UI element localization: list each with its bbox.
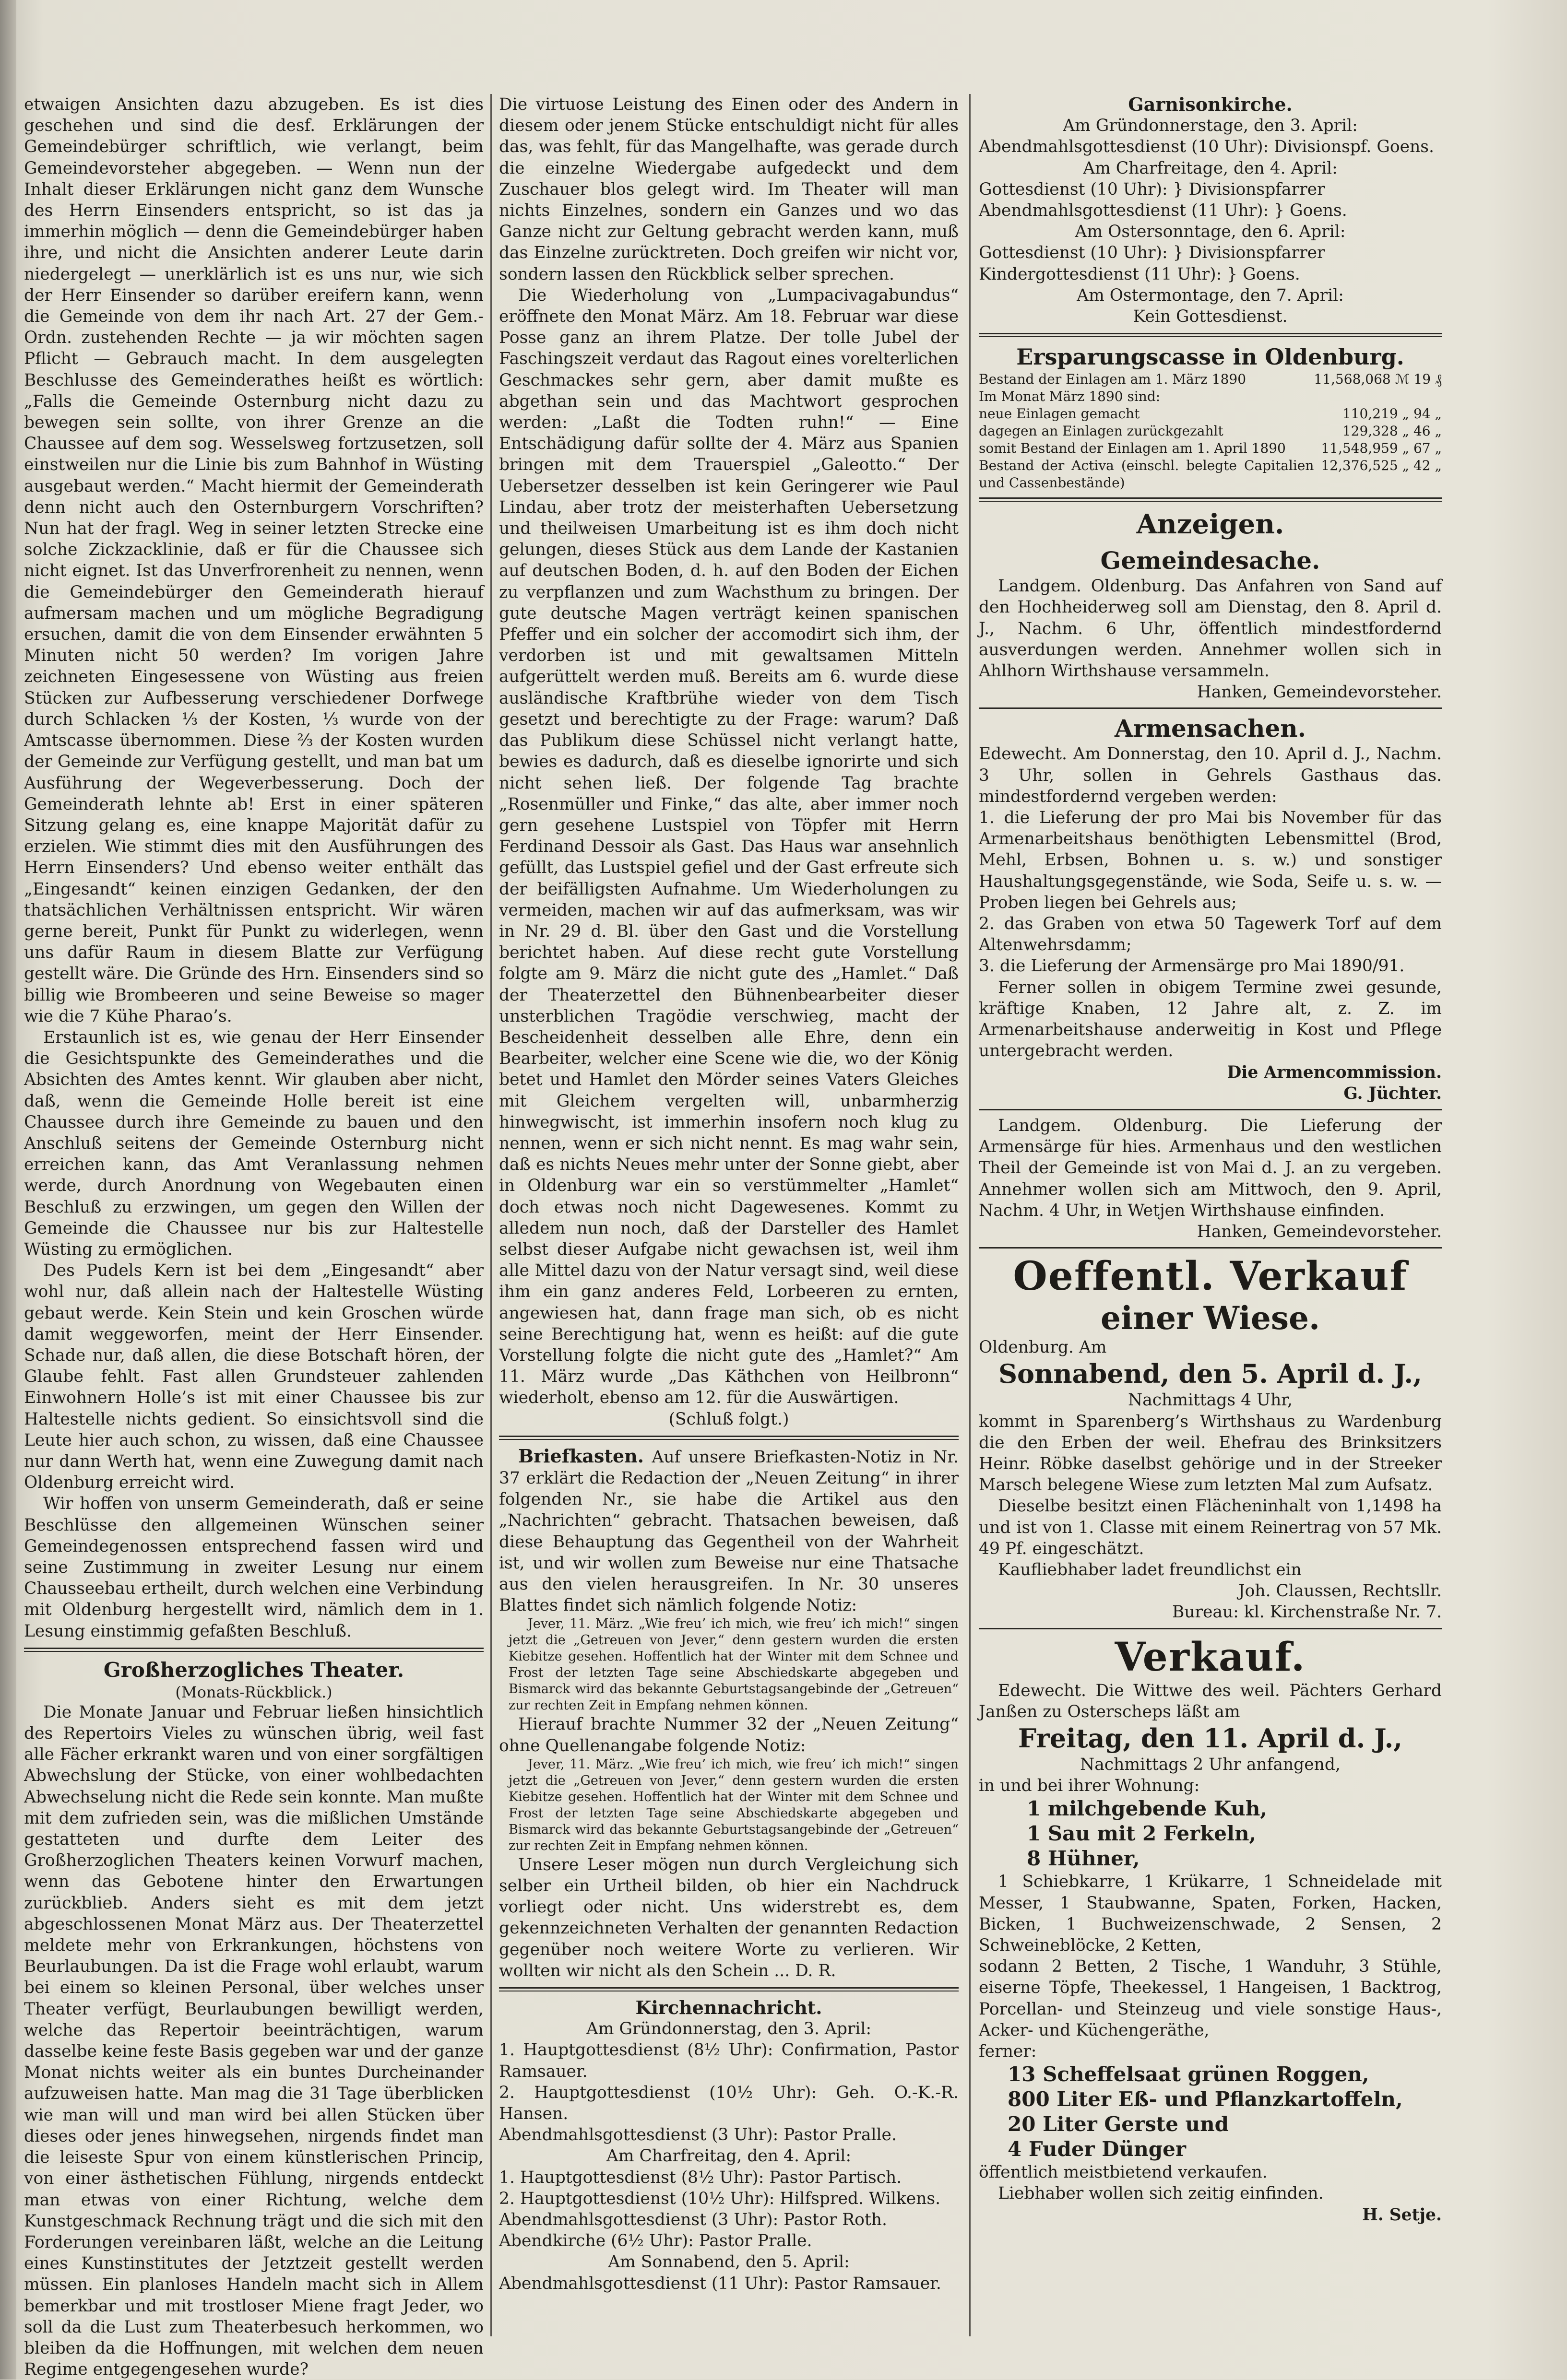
landgem-text: Landgem. Oldenburg. Die Lieferung der Armensärge für hies. Armenhaus und den westlichen Theil der Gemeinde ist von Mai d. J. an zu vergeben. Annehmer wollen sich am Mittwoch, den 9. April, Nachm. 4 Uhr, in Wetjen Wirthshause einfinden.: [979, 1116, 1442, 1220]
cassa-value: 129,328 „ 46 „: [1342, 423, 1442, 439]
cassa-value: 12,376,525 „ 42 „: [1321, 458, 1442, 474]
cassa-value: 11,568,068 ℳ 19 ₰: [1314, 371, 1442, 388]
theater-subheading: (Monats-Rückblick.): [175, 1683, 332, 1701]
oeff-time: Nachmittags 4 Uhr,: [1128, 1390, 1293, 1410]
ersparungscasse-heading: Ersparungscasse in Oldenburg.: [1016, 344, 1404, 370]
previous-page-edge: [0, 0, 16, 2380]
briefkasten-quote-2: Jever, 11. März. „Wie freu’ ich mich, wie freu’ ich mich!“ singen jetzt die „Getreuen von Jever,“ denn gestern wurden die ersten Kiebitze gesehen. Hoffentlich hat der Winter mit dem Schnee und Frost der letzten Tage seine Abschiedskarte abgegeben und Bismarck wird das bekannte Geburtstagsangebinde der „Getreuen“ zur rechten Zeit in Empfang nehmen können.: [509, 1756, 959, 1853]
column-3: [979, 94, 1442, 2336]
section-divider: [499, 1436, 959, 1440]
verkauf-item: 1 milchgebende Kuh,: [1027, 1797, 1268, 1821]
kirch-line: Am Charfreitag, den 4. April:: [606, 2146, 852, 2166]
section-divider: [979, 1247, 1442, 1249]
oeff-date: Sonnabend, den 5. April d. J.,: [998, 1358, 1422, 1390]
kirch-line: Abendmahlsgottesdienst (11 Uhr): Pastor Ramsauer.: [499, 2274, 941, 2293]
garn-line: Am Gründonnerstage, den 3. April:: [1063, 116, 1358, 136]
briefkasten-heading: Briefkasten.: [518, 1445, 644, 1467]
armensachen-signature: Die Armencommission.: [1227, 1062, 1442, 1082]
oeff-text-3: Kaufliebhaber ladet freundlichst ein: [998, 1560, 1302, 1579]
oeff-text-2: Dieselbe besitzt einen Flächeninhalt von 1,1498 ha und ist von 1. Classe mit einem Reinertrag von 57 Mk. 49 Pf. eingeschätzt.: [979, 1496, 1442, 1558]
verkauf-intro: Edewecht. Die Wittwe des weil. Pächters Gerhard Janßen zu Osterscheps läßt am: [979, 1681, 1442, 1721]
verkauf-line: in und bei ihrer Wohnung:: [979, 1776, 1200, 1796]
garn-line: Am Ostersonntage, den 6. April:: [1075, 222, 1346, 242]
kirch-line: Am Sonnabend, den 5. April:: [608, 2252, 850, 2272]
cassa-value: 11,548,959 „ 67 „: [1321, 440, 1442, 457]
oeff-location: Oldenburg. Am: [979, 1338, 1107, 1357]
theater-heading: Großherzogliches Theater.: [103, 1658, 404, 1682]
cassa-label: dagegen an Einlagen zurückgezahlt: [979, 423, 1223, 439]
article-chaussee-p2: Erstaunlich ist es, wie genau der Herr Einsender die Gesichtspunkte des Gemeinderathes und die Absichten des Amtes kennt. Wir glauben aber nicht, daß, wenn die Gemeinde Holle bereit ist eine Chaussee durch ihre Gemeinde zu bauen und den Anschluß seitens der Gemeinde Osternburg nicht erreichen kann, das Amt Veranlassung nehmen werde, durch Anordnung von Wegebauten einen Beschluß zu erzwingen, um gegen den Willen der Gemeinde die Chaussee nur bis zur Haltestelle Wüsting zu ermöglichen.: [24, 1027, 484, 1259]
briefkasten-p1: Auf unsere Briefkasten-Notiz in Nr. 37 erklärt die Redaction der „Neuen Zeitung“ in ihrer folgenden Nr., sie habe die Artikel aus den „Nachrichten“ gebracht. Thatsachen beweisen, daß diese Behauptung das Gegentheil von der Wahrheit ist, und wir wollen zum Beweise nur eine Thatsache aus den vielen herausgreifen. In Nr. 30 unseres Blattes findet sich nämlich folgende Notiz:: [499, 1447, 959, 1615]
gemeindesache-signature: Hanken, Gemeindevorsteher.: [1197, 683, 1442, 702]
armensachen-heading: Armensachen.: [1114, 714, 1306, 743]
landgem-signature: Hanken, Gemeindevorsteher.: [1197, 1222, 1442, 1241]
armensachen-item: 3. die Lieferung der Armensärge pro Mai 1890/91.: [979, 956, 1405, 976]
cassa-value: [1314, 388, 1442, 405]
garn-line: Abendmahlsgottesdienst (10 Uhr): Divisionspf. Goens.: [979, 137, 1434, 157]
verkauf-item: 4 Fuder Dünger: [1008, 2137, 1187, 2161]
kirch-line: 2. Hauptgottesdienst (10½ Uhr): Hilfspred. Wilkens.: [499, 2189, 941, 2208]
verkauf-item: 13 Scheffelsaat grünen Roggen,: [1008, 2062, 1369, 2086]
kirch-line: Abendmahlsgottesdienst (3 Uhr): Pastor Pralle.: [499, 2125, 897, 2145]
oeffentl-verkauf-subheading: einer Wiese.: [1101, 1299, 1320, 1337]
armensachen-item: 2. das Graben von etwa 50 Tagewerk Torf auf dem Altenwehrsdamm;: [979, 914, 1442, 955]
briefkasten-p2: Hierauf brachte Nummer 32 der „Neuen Zeitung“ ohne Quellenangabe folgende Notiz:: [499, 1715, 959, 1756]
armensachen-signature-name: G. Jüchter.: [1343, 1084, 1442, 1103]
garn-line: Am Charfreitage, den 4. April:: [1083, 158, 1338, 178]
verkauf-text: 1 Schiebkarre, 1 Krükarre, 1 Schneidelade mit Messer, 1 Staubwanne, Spaten, Forken, Hacken, Bicken, 1 Buchweizenschwade, 2 Sensen, 2 Schweineblöcke, 2 Ketten,: [979, 1872, 1442, 1955]
armensachen-text: Ferner sollen in obigem Termine zwei gesunde, kräftige Knaben, 12 Jahre alt, z. Z. im Armenarbeitshause anderweitig in Kost und Pflege untergebracht werden.: [979, 978, 1442, 1061]
verkauf-heading: Verkauf.: [1115, 1634, 1306, 1680]
cassa-label: Bestand der Einlagen am 1. März 1890: [979, 371, 1246, 388]
garn-line: Am Ostermontage, den 7. April:: [1077, 285, 1344, 305]
verkauf-item: 1 Sau mit 2 Ferkeln,: [1027, 1822, 1257, 1846]
table-row: [979, 440, 1442, 457]
table-row: [979, 388, 1442, 405]
article-chaussee-p4: Wir hoffen von unserm Gemeinderath, daß er seine Beschlüsse den allgemeinen Wünschen seiner Gemeindegenossen entsprechend fassen wird und seine Zustimmung in zweiter Lesung nur einem Chausseebau ertheilt, durch welchen eine Verbindung mit Oldenburg hergestellt wird, nämlich dem in 1. Lesung einstimmig gefaßten Beschluß.: [24, 1494, 484, 1641]
anzeigen-heading: Anzeigen.: [1136, 508, 1284, 541]
briefkasten-p3: Unsere Leser mögen nun durch Vergleichung sich selber ein Urtheil bilden, ob hier ein Nachdruck vorliegt oder nicht. Uns widerstrebt es, dem gekennzeichneten Verhalten der genannten Redaction gegenüber noch weitere Worte zu verlieren. Wir wollten wir nicht als den Schein ... D. R.: [499, 1855, 959, 1980]
cassa-value: 110,219 „ 94 „: [1342, 406, 1442, 422]
gemeindesache-heading: Gemeindesache.: [1100, 546, 1320, 575]
verkauf-item: 20 Liter Gerste und: [1008, 2112, 1229, 2136]
cassa-label: Im Monat März 1890 sind:: [979, 389, 1161, 405]
cassa-label: somit Bestand der Einlagen am 1. April 1890: [979, 440, 1286, 457]
column-rule-1: [490, 94, 492, 2336]
column-2: [499, 94, 959, 2336]
continued-note: (Schluß folgt.): [668, 1409, 789, 1429]
armensachen-item: 1. die Lieferung der pro Mai bis November für das Armenarbeitshaus benöthigten Lebensmittel (Brod, Mehl, Erbsen, Bohnen u. s. w.) und sonstiger Haushaltungsgegenstände, wie Soda, Seife u. s. w. — Proben liegen bei Gehrels aus;: [979, 808, 1442, 912]
garn-line: Gottesdienst (10 Uhr): } Divisionspfarrer: [979, 243, 1325, 263]
garnisonkirche-heading: Garnisonkirche.: [1128, 94, 1293, 115]
table-row: [979, 371, 1442, 388]
article-chaussee-p3: Des Pudels Kern ist bei dem „Eingesandt“ aber wohl nur, daß allein nach der Haltestelle Wüsting gebaut werde. Kein Stein und kein Groschen würde damit weggeworfen, meint der Herr Einsender. Schade nur, daß allen, die diese Botschaft hören, der Glaube fehlt. Fast allen Grundsteuer zahlenden Einwohnern Holle’s ist mit einer Chaussee bis zur Haltestelle nichts gedient. So einsichtsvoll sind die Leute hier auch schon, zu wissen, daß eine Chaussee nur dann Werth hat, wenn eine Zuwegung damit nach Oldenburg erreicht wird.: [24, 1261, 484, 1493]
theater-p3: Die Wiederholung von „Lumpacivagabundus“ eröffnete den Monat März. Am 18. Februar war diese Posse ganz an ihrem Platze. Der tolle Jubel der Faschingszeit verdaut das Ragout eines vorelterlichen Geschmackes sehr gern, aber damit mußte es abgethan sein und das Machtwort gesprochen werden: „Laßt die Todten ruhn!“ — Eine Entschädigung dafür sollte der 4. März aus Spanien bringen mit dem Trauerspiel „Galeotto.“ Der Uebersetzer desselben ist kein Geringerer wie Paul Lindau, aber trotz der meisterhaften Uebersetzung und theilweisen Umarbeitung ist es ihm doch nicht gelungen, dieses Stück aus dem Lande der Kastanien auf deutschen Boden, d. h. auf den Boden der Eichen zu verpflanzen und zum Wachsthum zu bringen. Der gute deutsche Magen verträgt keinen spanischen Pfeffer und ein solcher der accomodirt sich ihm, der verdorben ist und mit gewaltsamen Mitteln aufgerüttelt werden muß. Bereits am 6. wurde diese ausländische Kraftbrühe wieder von dem Tisch gesetzt und berechtigte zu der Frage: warum? Daß das Publikum diese Schüssel nicht verlangt hatte, bewies es dadurch, daß es dieselbe ignorirte und sich nicht sehen ließ. Der folgende Tag brachte „Rosenmüller und Finke,“ das alte, aber immer noch gern gesehene Lustspiel von Töpfer mit Herrn Ferdinand Dessoir als Gast. Das Haus war ansehnlich gefüllt, das Lustspiel gefiel und der Gast erfreute sich der beifälligsten Aufnahme. Um Wiederholungen zu vermeiden, machen wir auf das aufmerksam, was wir in Nr. 29 d. Bl. über den Gast und die Vorstellung berichtet haben. Auf diese recht gute Vorstellung folgte am 9. März die nicht gute des „Hamlet.“ Daß der Theaterzettel den Bühnenbearbeiter dieser unsterblichen Tragödie verschwieg, macht der Bescheidenheit desselben alle Ehre, denn ein Bearbeiter, welcher eine Scene wie die, wo der König betet und Hamlet den Mörder seines Vaters Gleiches mit Gleichem vergelten will, unbarmherzig hinwegwischt, ist immerhin insofern noch klug zu nennen, wenn er sich nicht nennt. Es mag wahr sein, daß es nichts Neues mehr unter der Sonne giebt, aber in Oldenburg war ein so verstümmelter „Hamlet“ doch etwas noch nicht Dagewesenes. Kommt zu alledem nun noch, daß der Darsteller des Hamlet selbst dieser Aufgabe nicht gewachsen ist, weil ihm alle Mittel dazu von der Natur versagt sind, weil diese ihm ein ganz anderes Feld, Lorbeeren zu ernten, angewiesen hat, dann frage man sich, ob es nicht seine Berechtigung hat, wenn es heißt: auf die gute Vorstellung folgte die nicht gute des „Hamlet?“ Am 11. März wurde „Das Käthchen von Heilbronn“ wiederholt, ebenso am 12. für die Auswärtigen.: [499, 285, 959, 1408]
gemeindesache-text: Landgem. Oldenburg. Das Anfahren von Sand auf den Hochheiderweg soll am Dienstag, den 8. April d. J., Nachm. 6 Uhr, öffentlich mindestfordernd ausverdungen werden. Annehmer wollen sich in Ahlhorn Wirthshause versammeln.: [979, 577, 1442, 681]
section-divider: [499, 1987, 959, 1991]
kirch-line: 2. Hauptgottesdienst (10½ Uhr): Geh. O.-K.-R. Hansen.: [499, 2083, 959, 2124]
oeff-signature-address: Bureau: kl. Kirchenstraße Nr. 7.: [1172, 1602, 1442, 1622]
column-rule-2: [969, 94, 971, 2336]
verkauf-text-2: sodann 2 Betten, 2 Tische, 1 Wanduhr, 3 Stühle, eiserne Töpfe, Theekessel, 1 Hangeisen, 1 Backtrog, Porcellan- und Steinzeug und viele sonstige Haus-, Acker- und Küchengeräthe,: [979, 1957, 1442, 2040]
section-divider: [979, 1109, 1442, 1110]
garn-line: Abendmahlsgottesdienst (11 Uhr): } Goens.: [979, 201, 1347, 221]
column-1: [24, 94, 484, 2380]
kirch-line: Abendmahlsgottesdienst (3 Uhr): Pastor Roth.: [499, 2210, 887, 2230]
garn-line: Kindergottesdienst (11 Uhr): } Goens.: [979, 264, 1300, 284]
section-divider: [24, 1648, 484, 1652]
theater-p1: Die Monate Januar und Februar ließen hinsichtlich des Repertoirs Vieles zu wünschen übrig, weil fast alle Fächer erkrankt waren und von einer sorgfältigen Abwechslung der Stücke, von einer wohlbedachten Abwechselung nicht die Rede sein konnte. Man mußte mit dem zufrieden sein, was die mißlichen Umstände gestatteten und durfte dem Leiter des Großherzoglichen Theaters keinen Vorwurf machen, wenn das Gebotene hinter den Erwartungen zurückblieb. Anders sieht es mit dem jetzt abgeschlossenen Monat März aus. Der Theaterzettel meldete mehr von Erkrankungen, höchstens von Beurlaubungen. Da ist die Frage wohl erlaubt, warum bei einem so kleinen Personal, über welches unser Theater verfügt, Beurlaubungen bewilligt werden, welche das Repertoir beeinträchtigen, warum dasselbe keine feste Basis gegeben war und der ganze Monat nichts weiter als ein buntes Durcheinander aufzuweisen hatte. Man mag die 31 Tage überblicken wie man will und man wird bei allen Stücken über dieses oder jenes hinwegsehen, nirgends findet man die leiseste Spur von einem künstlerischen Princip, von einer ästhetischen Fühlung, nirgends entdeckt man etwas von einer Richtung, welche dem Kunstgeschmack Rechnung trägt und die sich mit den Forderungen vereinbaren läßt, welche an die Leitung eines Kunstinstitutes der Jetztzeit gestellt werden müssen. Ein planloses Handeln macht sich in Allem bemerkbar und mit trostloser Miene fragt Jeder, wo soll da die Lust zum Theaterbesuch herkommen, wo bleiben da die Hoffnungen, mit welchen dem neuen Regime entgegengesehen wurde?: [24, 1702, 484, 2380]
article-chaussee-p1: etwaigen Ansichten dazu abzugeben. Es ist dies geschehen und sind die desf. Erklärungen der Gemeindebürger schriftlich, wie verlangt, beim Gemeindevorsteher abgegeben. — Wenn nun der Inhalt dieser Erklärungen nicht ganz dem Wunsche des Herrn Einsenders entspricht, so ist das ja immerhin möglich — denn die Gemeindebürger haben ihre, und nicht die Ansichten anderer Leute darin niedergelegt — unerklärlich ist es uns nur, wie sich der Herr Einsender so darüber ereifern kann, wenn die Gemeinde von dem ihr nach Art. 27 der Gem.-Ordn. zustehenden Rechte — ja wir möchten sagen Pflicht — Gebrauch macht. In dem ausgelegten Beschlusse des Gemeinderathes heißt es wörtlich: „Falls die Gemeinde Osternburg nicht dazu zu bewegen sein sollte, von ihrer Grenze an die Chaussee auf dem sog. Wesselsweg fortzusetzen, soll einstweilen nur die Linie bis zum Bahnhof in Wüsting ausgebaut werden.“ Macht hiermit der Gemeinderath denn nicht auch den Osternburgern Vorschriften? Nun hat der fragl. Weg in seiner letzten Strecke eine solche Zickzacklinie, daß er für die Chaussee sich nicht eignet. Ist das Unverfrorenheit zu nennen, wenn die Gemeindebürger den Gemeinderath hierauf aufmersam machen und um mögliche Begradigung ersuchen, damit die von dem Einsender erwähnten 5 Minuten nicht 50 werden? Im vorigen Jahre zeichneten Eingesessene von Wüsting aus freien Stücken zur Aufbesserung verschiedener Dorfwege durch Schlacken ⅓ der Kosten, ⅓ wurde von der Amtscasse übernommen. Diese ⅔ der Kosten wurden der Gemeinde zur Verfügung gestellt, und man bat um Ausführung der Wegeverbesserung. Doch der Gemeinderath lehnte ab! Erst in einer späteren Sitzung gelang es, eine knappe Majorität dafür zu erzielen. Wie stimmt dies mit den Ausführungen des Herrn Einsenders? Und ebenso weiter enthält das „Eingesandt“ keinen einzigen Gedanken, der den thatsächlichen Verhältnissen entspricht. Wir wären gerne bereit, Punkt für Punkt zu widerlegen, wenn uns dafür Raum in diesem Blatte zur Verfügung gestellt wäre. Die Gründe des Hrn. Einsenders sind so billig wie Brombeeren und seine Beweise so mager wie die 7 Kühe Pharao’s.: [24, 95, 484, 1026]
oeffentl-verkauf-heading: Oeffentl. Verkauf: [1013, 1253, 1408, 1300]
garn-line: Gottesdienst (10 Uhr): } Divisionspfarrer: [979, 179, 1325, 199]
section-divider: [979, 1628, 1442, 1629]
section-divider: [979, 333, 1442, 337]
kirchennachricht-heading: Kirchennachricht.: [635, 1997, 822, 2019]
verkauf-time: Nachmittags 2 Uhr anfangend,: [1080, 1755, 1341, 1774]
table-row: [979, 457, 1442, 492]
briefkasten-quote-1: Jever, 11. März. „Wie freu’ ich mich, wie freu’ ich mich!“ singen jetzt die „Getreuen von Jever,“ denn gestern wurden die ersten Kiebitze gesehen. Hoffentlich hat der Winter mit dem Schnee und Frost der letzten Tage seine Abschiedskarte abgegeben und Bismarck wird das bekannte Geburtstagsangebinde der „Getreuen“ zur rechten Zeit in Empfang nehmen können.: [509, 1616, 959, 1713]
table-row: [979, 405, 1442, 423]
section-divider: [979, 497, 1442, 502]
verkauf-item: 800 Liter Eß- und Pflanzkartoffeln,: [1008, 2087, 1403, 2111]
cassa-label: Bestand der Activa (einschl. belegte Capitalien und Cassenbestände): [979, 458, 1314, 491]
kirch-line: 1. Hauptgottesdienst (8½ Uhr): Confirmation, Pastor Ramsauer.: [499, 2040, 959, 2081]
kirch-line: Am Gründonnerstag, den 3. April:: [586, 2019, 872, 2039]
theater-p2: Die virtuose Leistung des Einen oder des Andern in diesem oder jenem Stücke entschuldigt nicht für alles das, was fehlt, für das Mangelhafte, was gerade durch die einzelne Wiedergabe aufgedeckt und dem Zuschauer blos gelegt wird. Im Theater will man nichts Einzelnes, sondern ein Ganzes und wo das Ganze nicht zur Geltung gebracht werden kann, muß das Einzelne zurücktreten. Doch greifen wir nicht vor, sondern lassen den Rückblick selber sprechen.: [499, 95, 959, 284]
verkauf-end-2: Liebhaber wollen sich zeitig einfinden.: [998, 2184, 1324, 2203]
cassa-label: neue Einlagen gemacht: [979, 406, 1140, 422]
garn-line: Kein Gottesdienst.: [1133, 307, 1288, 327]
verkauf-end: öffentlich meistbietend verkaufen.: [979, 2163, 1268, 2182]
oeff-text: kommt in Sparenberg’s Wirthshaus zu Wardenburg die den Erben der weil. Ehefrau des Brinksitzers Heinr. Röbke daselbst gehörige und in der Streeker Marsch belegene Wiese zum letzten Mal zum Aufsatz.: [979, 1412, 1442, 1495]
verkauf-ferner: ferner:: [979, 2042, 1037, 2061]
armensachen-intro: Edewecht. Am Donnerstag, den 10. April d. J., Nachm. 3 Uhr, sollen in Gehrels Gasthaus das. mindestfordernd vergeben werden:: [979, 744, 1442, 806]
ersparungscasse-table: [979, 371, 1442, 492]
verkauf-signature: H. Setje.: [1362, 2205, 1442, 2225]
kirch-line: 1. Hauptgottesdienst (8½ Uhr): Pastor Partisch.: [499, 2168, 902, 2187]
section-divider: [979, 707, 1442, 709]
oeff-signature: Joh. Claussen, Rechtsllr.: [1238, 1581, 1442, 1601]
verkauf-item: 8 Hühner,: [1027, 1847, 1140, 1871]
kirch-line: Abendkirche (6½ Uhr): Pastor Pralle.: [499, 2231, 812, 2251]
table-row: [979, 423, 1442, 440]
verkauf-date: Freitag, den 11. April d. J.,: [1018, 1722, 1403, 1754]
